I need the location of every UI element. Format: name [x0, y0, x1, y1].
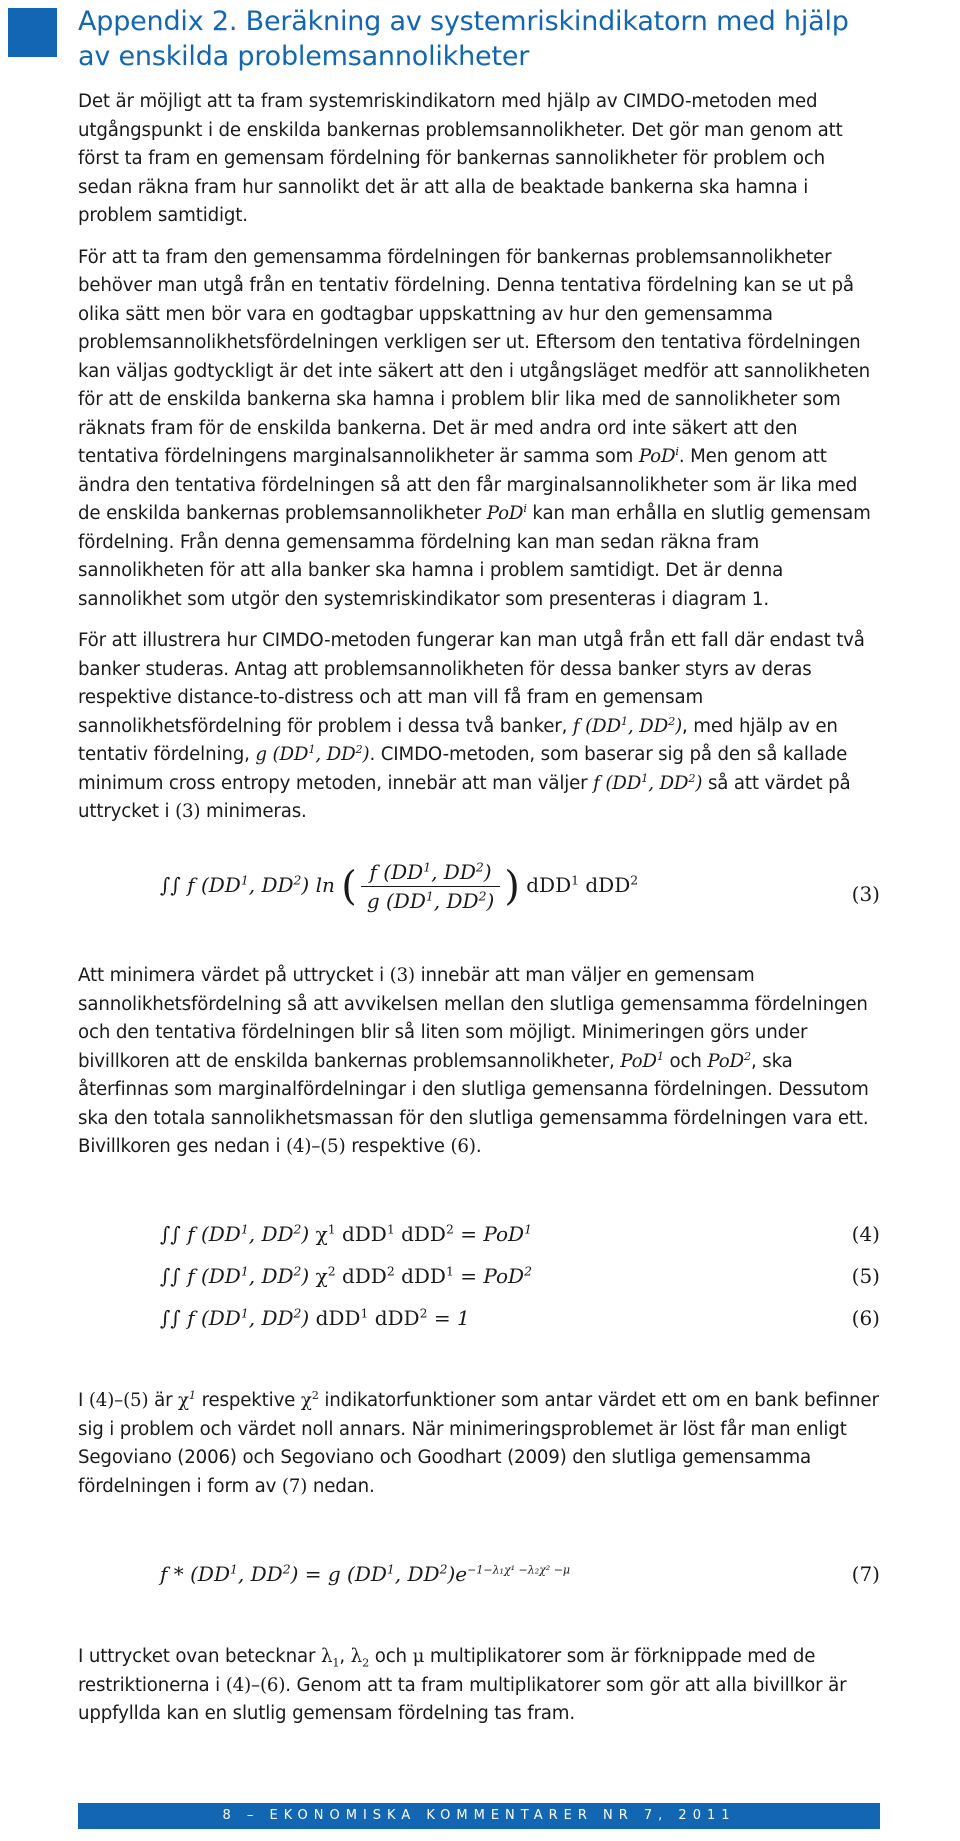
paragraph-multipliers: I uttrycket ovan betecknar $\lambda_1$, $\lambda_2$ och μ multiplikatorer som är förknippade med de restriktionerna i (4)–(6). Genom att ta fram multiplikatorer som gör att alla bivillkor är uppfyllda kan en slutlig gemensam fördelning tas fram. — [78, 1646, 847, 1724]
equation-number-4: (4) — [851, 1222, 880, 1246]
equation-7: f * ($DD^1$, $DD^2) = g$ ($DD^1$, $DD^2)e^{-1-\lambda_1\chi^1 -\lambda_2\chi^2 -\mu}$ (7) — [160, 1561, 880, 1586]
page-content-3 — [78, 1387, 880, 1501]
equation-6: ∫∫ f ($DD^1$, $DD^2$) dDD$^1$ dDD$^2$ = 1 (6) — [160, 1305, 880, 1330]
page-footer: 8 – EKONOMISKA KOMMENTARER NR 7, 2011 — [78, 1803, 880, 1829]
equation-number-7: (7) — [851, 1562, 880, 1586]
equation-4: ∫∫ f ($DD^1$, $DD^2$) $\chi^1$ dDD$^1$ dDD$^2$ = PoD$^1$ (4) — [160, 1221, 880, 1246]
equation-number-6: (6) — [851, 1306, 880, 1330]
equation-3: ∫∫ f ($DD^1$, $DD^2$) ln ( $\frac{f (DD^1, DD^2)}{g (DD^1, DD^2)}$ ) dDD$^1$ dDD$^2$ (3) — [160, 859, 880, 913]
paragraph-cimdo-illustration: För att illustrera hur CIMDO-metoden fungerar kan man utgå från ett fall där endast två banker studeras. Antag att problemsannolikheten för dessa banker styrs av deras respektive distance-to-distress och att man vill få fram en gemensam sannolikhetsfördelning för problem i dessa två banker, f ($DD^1$, $DD^2$), med hjälp av en tentativ fördelning, g ($DD^1$, $DD^2$). CIMDO-metoden, som baserar sig på den så kallade minimum cross entropy metoden, innebär att man väljer f ($DD^1$, $DD^2$) så att värdet på uttrycket i (3) minimeras. — [78, 630, 865, 822]
fraction: $\frac{f (DD^1, DD^2)}{g (DD^1, DD^2)}$ — [361, 860, 500, 913]
equation-number-5: (5) — [851, 1264, 880, 1288]
corner-accent-square — [8, 8, 57, 57]
paragraph-intro: Det är möjligt att ta fram systemriskindikatorn med hjälp av CIMDO-metoden med utgångspunkt i de enskilda bankernas problemsannolikheter. Det gör man genom att först ta fram en gemensam fördelning för bankernas sannolikheter för problem och sedan räkna fram hur sannolikt det är att alla de beaktade bankerna ska hamna i problem samtidigt. — [78, 91, 843, 226]
paragraph-tentative-distribution: För att ta fram den gemensamma fördelningen för bankernas problemsannolikheter behöver man utgå från en tentativ fördelning. Denna tentativa fördelning kan se ut på olika sätt men bör vara en godtagbar uppskattning av hur den gemensamma problemsannolikhetsfördelningen verkligen ser ut. Eftersom den tentativa fördelningen kan väljas godtyckligt är det inte säkert att den i utgångsläget medför att sannolikheten för att de enskilda bankerna ska hamna i problem blir lika med de sannolikheter som räknats fram för de enskilda bankerna. Det är med andra ord inte säkert att den tentativa fördelningens marginalsannolikheter är samma som PoD$^i$. Men genom att ändra den tentativa fördelningen så att den får marginalsannolikheter som är lika med de enskilda bankernas problemsannolikheter PoD$^i$ kan man erhålla en slutlig gemensam fördelning. Från denna gemensamma fördelning kan man sedan räkna fram sannolikheten för att alla banker ska hamna i problem samtidigt. Det är denna sannolikhet som utgör den systemriskindikator som presenteras i diagram 1. — [78, 246, 871, 610]
page-content-2 — [78, 962, 880, 1162]
equation-5: ∫∫ f ($DD^1$, $DD^2$) $\chi^2$ dDD$^2$ dDD$^1$ = PoD$^2$ (5) — [160, 1263, 880, 1288]
paragraph-minimization: Att minimera värdet på uttrycket i (3) innebär att man väljer en gemensam sannolikhetsfördelning så att avvikelsen mellan den slutliga gemensamma fördelningen och den tentativa fördelningen blir så liten som möjligt. Minimeringen görs under bivillkoren att de enskilda bankernas problemsannolikheter, PoD$^1$ och PoD$^2$, ska återfinnas som marginalfördelningar i den slutliga gemensanna fördelningen. Dessutom ska den totala sannolikhetsmassan för den slutliga gemensamma fördelningen vara ett. Bivillkoren ges nedan i (4)–(5) respektive (6). — [78, 965, 869, 1157]
appendix-title: Appendix 2. Beräkning av systemriskindikatorn med hjälp av enskilda problemsannolikheter — [78, 6, 849, 72]
page-content — [78, 0, 880, 827]
page-content-4 — [78, 1643, 880, 1729]
equation-number-3: (3) — [851, 882, 880, 906]
paragraph-indicator-functions: I (4)–(5) är $\chi^1$ respektive $\chi^2$ indikatorfunktioner som antar värdet ett om en bank befinner sig i problem och värdet noll annars. När minimeringsproblemet är löst får man enligt Segoviano (2006) och Segoviano och Goodhart (2009) den slutliga gemensamma fördelningen i form av (7) nedan. — [78, 1388, 879, 1497]
